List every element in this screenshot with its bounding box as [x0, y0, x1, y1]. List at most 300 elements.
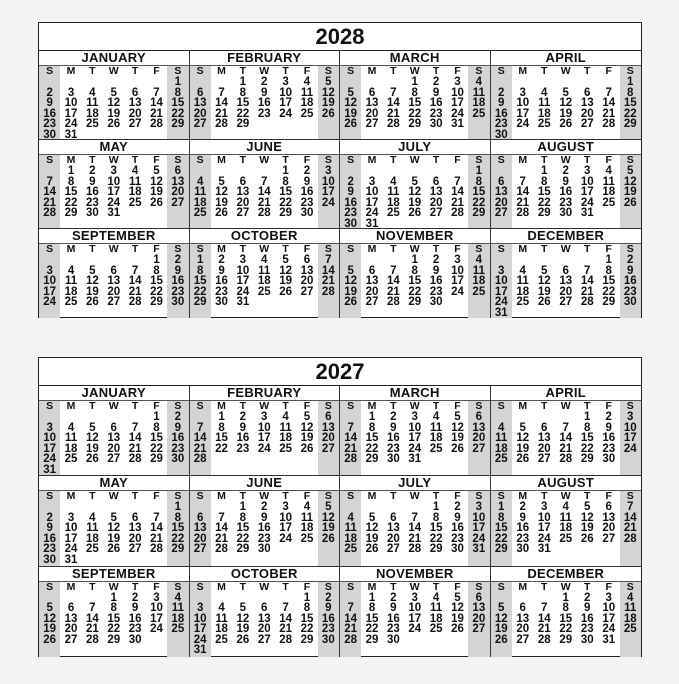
day-header: T [432, 580, 440, 593]
date-cell: 2 [261, 501, 268, 514]
day-header: W [259, 580, 270, 593]
date-cell: 17 [365, 196, 379, 209]
date-cell: 18 [559, 522, 573, 535]
date-cell: 9 [174, 264, 182, 277]
date-cell: 19 [300, 432, 314, 444]
date-cell: 5 [584, 501, 591, 514]
date-cell: 23 [171, 285, 185, 298]
date-cell: 30 [429, 296, 443, 308]
day-header: T [131, 243, 139, 255]
date-cell: 30 [43, 553, 57, 566]
date-cell: 5 [347, 86, 354, 99]
date-cell: 28 [451, 207, 464, 219]
date-cell: 21 [623, 522, 637, 535]
date-cell: 28 [537, 633, 551, 646]
date-cell: 26 [516, 453, 530, 465]
date-cell: 11 [387, 186, 400, 198]
date-cell: 16 [344, 196, 358, 209]
date-cell: 25 [300, 107, 314, 120]
date-cell: 16 [429, 275, 443, 287]
month-name: MAY [39, 476, 189, 491]
date-cell: 18 [85, 107, 99, 120]
day-header: S [46, 65, 54, 77]
date-cell: 18 [344, 532, 358, 545]
day-header: T [541, 580, 548, 593]
date-cell: 11 [86, 97, 99, 109]
weekday-column [425, 401, 446, 475]
day-header: S [196, 154, 204, 166]
date-cell: 21 [516, 196, 530, 209]
day-header: M [518, 580, 528, 593]
weekday-column [512, 582, 534, 657]
date-cell: 12 [85, 432, 99, 444]
date-cell: 6 [432, 175, 440, 188]
date-cell: 8 [153, 264, 160, 277]
date-cell: 21 [386, 107, 400, 120]
date-cell [534, 77, 556, 88]
day-header: F [153, 400, 160, 412]
date-cell: 16 [43, 107, 57, 120]
date-cell: 8 [174, 86, 182, 99]
date-cell: 7 [390, 86, 397, 99]
weekday-column [211, 244, 232, 318]
date-cell: 27 [300, 285, 314, 298]
date-cell: 3 [475, 501, 483, 514]
year-title: 2028 [39, 23, 641, 51]
weekend-column [39, 401, 60, 475]
weekday-column [232, 155, 253, 228]
date-cell: 2 [218, 254, 225, 266]
date-cell: 14 [344, 612, 358, 625]
date-cell [555, 255, 577, 266]
date-cell: 9 [303, 175, 311, 188]
date-cell [555, 130, 577, 141]
day-header: F [454, 490, 461, 503]
date-cell [254, 454, 275, 465]
days-grid [39, 491, 189, 565]
date-cell: 2 [303, 165, 311, 177]
weekday-column [60, 401, 81, 475]
date-cell: 31 [408, 453, 422, 465]
date-cell: 5 [541, 264, 548, 277]
date-cell: 14 [386, 97, 400, 109]
date-cell: 3 [110, 165, 117, 177]
date-cell: 12 [236, 612, 250, 625]
days-grid [39, 155, 189, 228]
date-cell: 11 [430, 421, 443, 434]
weekday-column [383, 491, 404, 565]
date-cell: 18 [602, 186, 616, 198]
day-header: S [475, 580, 483, 593]
date-cell: 6 [390, 511, 397, 524]
date-cell: 4 [89, 511, 96, 524]
day-header: F [454, 400, 461, 412]
date-cell: 27 [257, 633, 271, 646]
date-cell: 26 [344, 118, 358, 130]
date-cell: 14 [559, 432, 573, 444]
date-cell: 21 [128, 285, 142, 298]
month-block-november [340, 567, 491, 657]
weekend-column [190, 244, 211, 318]
date-cell: 18 [494, 442, 508, 455]
date-cell: 16 [128, 612, 142, 625]
date-cell: 10 [150, 602, 163, 615]
weekday-column [124, 155, 145, 228]
date-cell: 13 [602, 511, 616, 524]
date-cell: 13 [559, 275, 573, 287]
date-cell: 20 [128, 107, 142, 120]
date-cell: 6 [196, 86, 204, 99]
date-cell: 13 [300, 264, 314, 277]
date-cell: 6 [261, 602, 268, 615]
date-cell: 27 [171, 196, 185, 209]
day-header: T [89, 154, 96, 166]
weekday-column [361, 401, 382, 475]
date-cell: 17 [43, 442, 57, 455]
date-cell [512, 77, 534, 88]
date-cell: 29 [472, 207, 486, 219]
date-cell: 20 [193, 532, 207, 545]
month-block-october [190, 567, 341, 657]
date-cell [296, 544, 317, 555]
date-cell: 6 [541, 421, 548, 434]
day-header: T [282, 580, 289, 593]
date-cell: 24 [279, 107, 292, 120]
date-cell: 5 [498, 602, 505, 615]
date-cell: 6 [584, 86, 591, 99]
date-cell [167, 635, 188, 646]
date-cell: 3 [519, 86, 526, 99]
day-header: T [432, 243, 440, 255]
day-header: W [259, 154, 270, 166]
date-cell [60, 77, 81, 88]
weekday-column [425, 66, 446, 139]
date-cell: 19 [107, 107, 121, 120]
date-cell: 11 [472, 264, 485, 277]
weekday-column [447, 401, 468, 475]
date-cell: 18 [300, 522, 314, 535]
date-cell: 25 [623, 623, 637, 636]
weekday-column [404, 244, 425, 318]
day-header: S [174, 65, 182, 77]
date-cell: 5 [89, 264, 96, 277]
date-cell: 7 [261, 175, 268, 188]
date-cell: 3 [605, 591, 612, 604]
weekday-column [512, 401, 534, 475]
date-cell: 15 [236, 97, 250, 109]
date-cell: 8 [541, 175, 548, 188]
date-cell: 7 [541, 602, 548, 615]
date-cell: 31 [602, 633, 616, 646]
date-cell: 1 [627, 76, 634, 88]
date-cell: 2 [347, 175, 354, 188]
date-cell: 24 [472, 532, 486, 545]
date-cell: 30 [516, 543, 530, 556]
day-header: T [584, 243, 591, 255]
date-cell: 9 [432, 86, 440, 99]
date-cell [211, 166, 232, 177]
day-header: W [108, 65, 119, 77]
day-header: W [409, 490, 420, 503]
date-cell: 5 [239, 602, 247, 615]
date-cell: 2 [46, 511, 53, 524]
days-grid [491, 491, 642, 565]
date-cell: 14 [451, 186, 464, 198]
date-cell: 22 [236, 532, 250, 545]
date-cell [318, 119, 339, 130]
date-cell: 13 [494, 186, 508, 198]
date-cell: 14 [537, 612, 551, 625]
date-cell: 1 [110, 591, 117, 604]
date-cell: 15 [537, 186, 551, 198]
date-cell: 3 [261, 411, 268, 423]
date-cell: 27 [128, 118, 142, 130]
weekday-column [577, 582, 599, 657]
date-cell [534, 308, 556, 319]
date-cell [340, 166, 361, 177]
weekend-column [167, 401, 188, 475]
weekday-column [598, 582, 620, 657]
weekday-column [404, 155, 425, 229]
date-cell: 19 [321, 522, 335, 535]
date-cell [124, 555, 145, 566]
day-header: T [432, 490, 440, 503]
day-header: S [324, 490, 332, 503]
date-cell: 13 [580, 97, 594, 109]
date-cell: 22 [171, 107, 185, 120]
day-header: S [626, 154, 634, 166]
date-cell: 10 [623, 421, 637, 434]
date-cell: 7 [411, 511, 418, 524]
date-cell: 16 [386, 612, 400, 625]
weekend-column [39, 244, 60, 318]
date-cell: 16 [236, 432, 250, 444]
date-cell: 7 [562, 421, 569, 434]
date-cell: 10 [257, 421, 271, 434]
date-cell: 28 [150, 118, 163, 130]
date-cell: 20 [365, 285, 379, 298]
date-cell: 25 [386, 207, 400, 219]
month-block-august [491, 476, 642, 566]
date-cell: 3 [584, 165, 591, 177]
date-cell: 18 [386, 196, 400, 209]
date-cell [296, 454, 317, 465]
date-cell [512, 255, 534, 266]
date-cell: 18 [128, 186, 142, 198]
date-cell [124, 77, 145, 88]
date-cell: 30 [559, 207, 573, 219]
date-cell: 8 [239, 511, 247, 524]
date-cell: 26 [107, 118, 121, 130]
date-cell: 19 [279, 275, 292, 287]
date-cell: 12 [279, 264, 292, 277]
weekend-column [491, 582, 513, 657]
date-cell: 3 [325, 165, 332, 177]
date-cell: 4 [261, 254, 268, 266]
date-cell [254, 645, 275, 656]
date-cell: 23 [623, 285, 637, 298]
date-cell: 29 [623, 118, 637, 130]
date-cell: 13 [257, 612, 271, 625]
weekend-column [491, 491, 513, 565]
date-cell: 22 [408, 107, 422, 120]
date-cell: 28 [344, 633, 358, 646]
month-name: NOVEMBER [340, 229, 490, 244]
date-cell [103, 255, 124, 266]
date-cell: 28 [321, 285, 335, 298]
date-cell: 29 [150, 453, 163, 465]
months-grid [39, 51, 641, 318]
month-block-february [190, 51, 341, 140]
date-cell: 8 [562, 602, 569, 615]
day-header: T [390, 490, 397, 503]
date-cell: 11 [300, 511, 314, 524]
date-cell: 23 [43, 543, 57, 556]
day-header: F [605, 243, 612, 255]
month-name: SEPTEMBER [39, 229, 189, 244]
date-cell: 28 [386, 118, 400, 130]
date-cell: 30 [494, 128, 508, 140]
date-cell: 18 [85, 532, 99, 545]
date-cell: 13 [472, 421, 486, 434]
date-cell: 28 [257, 207, 271, 219]
date-cell: 1 [196, 254, 204, 266]
date-cell: 13 [365, 97, 379, 109]
date-cell: 9 [390, 602, 397, 615]
weekend-column [620, 244, 642, 318]
date-cell: 27 [602, 532, 616, 545]
date-cell: 5 [411, 175, 418, 188]
date-cell: 20 [429, 196, 443, 209]
date-cell: 15 [494, 522, 508, 535]
date-cell: 7 [131, 264, 139, 277]
date-cell [146, 208, 167, 219]
date-cell: 10 [236, 264, 250, 277]
date-cell [190, 412, 211, 423]
day-header: W [409, 65, 420, 77]
date-cell: 12 [451, 421, 464, 434]
month-block-july [340, 140, 491, 229]
date-cell: 14 [215, 522, 228, 535]
date-cell: 10 [43, 275, 57, 287]
date-cell: 30 [386, 453, 400, 465]
date-cell [383, 219, 404, 230]
date-cell [124, 412, 145, 423]
date-cell: 7 [218, 86, 225, 99]
weekday-column [425, 491, 446, 565]
date-cell: 27 [107, 296, 121, 308]
date-cell: 1 [411, 76, 418, 88]
date-cell: 8 [110, 602, 117, 615]
date-cell [318, 544, 339, 555]
weekday-column [211, 66, 232, 139]
date-cell [404, 166, 425, 177]
date-cell [340, 255, 361, 266]
weekend-column [190, 401, 211, 475]
date-cell: 15 [365, 612, 379, 625]
weekend-column [340, 244, 361, 318]
weekday-column [404, 66, 425, 139]
date-cell: 3 [454, 254, 461, 266]
date-cell: 26 [494, 633, 508, 646]
month-block-april [491, 51, 642, 140]
date-cell: 22 [236, 107, 250, 120]
date-cell [167, 465, 188, 476]
date-cell [146, 465, 167, 476]
date-cell [318, 297, 339, 308]
date-cell: 23 [516, 532, 530, 545]
date-cell [103, 465, 124, 476]
day-header: S [497, 65, 505, 77]
day-header: W [560, 65, 571, 77]
day-header: F [303, 243, 311, 255]
weekday-column [555, 155, 577, 228]
date-cell: 29 [107, 633, 121, 646]
date-cell: 3 [153, 591, 160, 604]
weekday-column [361, 491, 382, 565]
weekday-column [361, 66, 382, 139]
date-cell: 16 [43, 532, 57, 545]
date-cell: 14 [150, 522, 163, 535]
date-cell: 20 [559, 285, 573, 298]
date-cell: 16 [215, 275, 228, 287]
date-cell: 24 [107, 196, 121, 209]
date-cell: 28 [85, 633, 99, 646]
date-cell: 25 [494, 453, 508, 465]
date-cell: 10 [516, 97, 530, 109]
date-cell: 6 [368, 264, 376, 277]
date-cell: 16 [171, 275, 185, 287]
date-cell: 18 [64, 285, 78, 298]
date-cell: 4 [475, 76, 483, 88]
date-cell: 29 [365, 453, 379, 465]
date-cell: 16 [257, 522, 271, 535]
date-cell: 4 [498, 421, 505, 434]
date-cell: 2 [46, 86, 53, 99]
date-cell: 6 [131, 511, 139, 524]
weekday-column [555, 244, 577, 318]
date-cell [211, 454, 232, 465]
date-cell [555, 412, 577, 423]
day-header: M [367, 243, 377, 255]
date-cell: 17 [472, 522, 486, 535]
day-header: M [217, 65, 226, 77]
date-cell: 13 [386, 522, 400, 535]
weekday-column [296, 155, 317, 228]
weekday-column [232, 582, 253, 657]
date-cell: 5 [562, 86, 569, 99]
date-cell: 25 [85, 118, 99, 130]
date-cell: 12 [623, 175, 637, 188]
date-cell: 22 [429, 532, 443, 545]
date-cell: 9 [347, 186, 354, 198]
date-cell: 14 [215, 97, 228, 109]
date-cell: 5 [519, 421, 526, 434]
date-cell: 5 [110, 86, 117, 99]
date-cell: 15 [193, 275, 207, 287]
date-cell: 29 [429, 543, 443, 556]
date-cell: 18 [472, 97, 486, 109]
date-cell: 12 [494, 612, 508, 625]
date-cell: 7 [390, 264, 397, 277]
date-cell: 21 [215, 532, 228, 545]
date-cell: 4 [131, 165, 139, 177]
date-cell: 28 [386, 296, 400, 308]
date-cell: 8 [303, 602, 311, 615]
date-cell: 1 [411, 254, 418, 266]
day-header: S [174, 243, 182, 255]
weekday-column [555, 401, 577, 475]
